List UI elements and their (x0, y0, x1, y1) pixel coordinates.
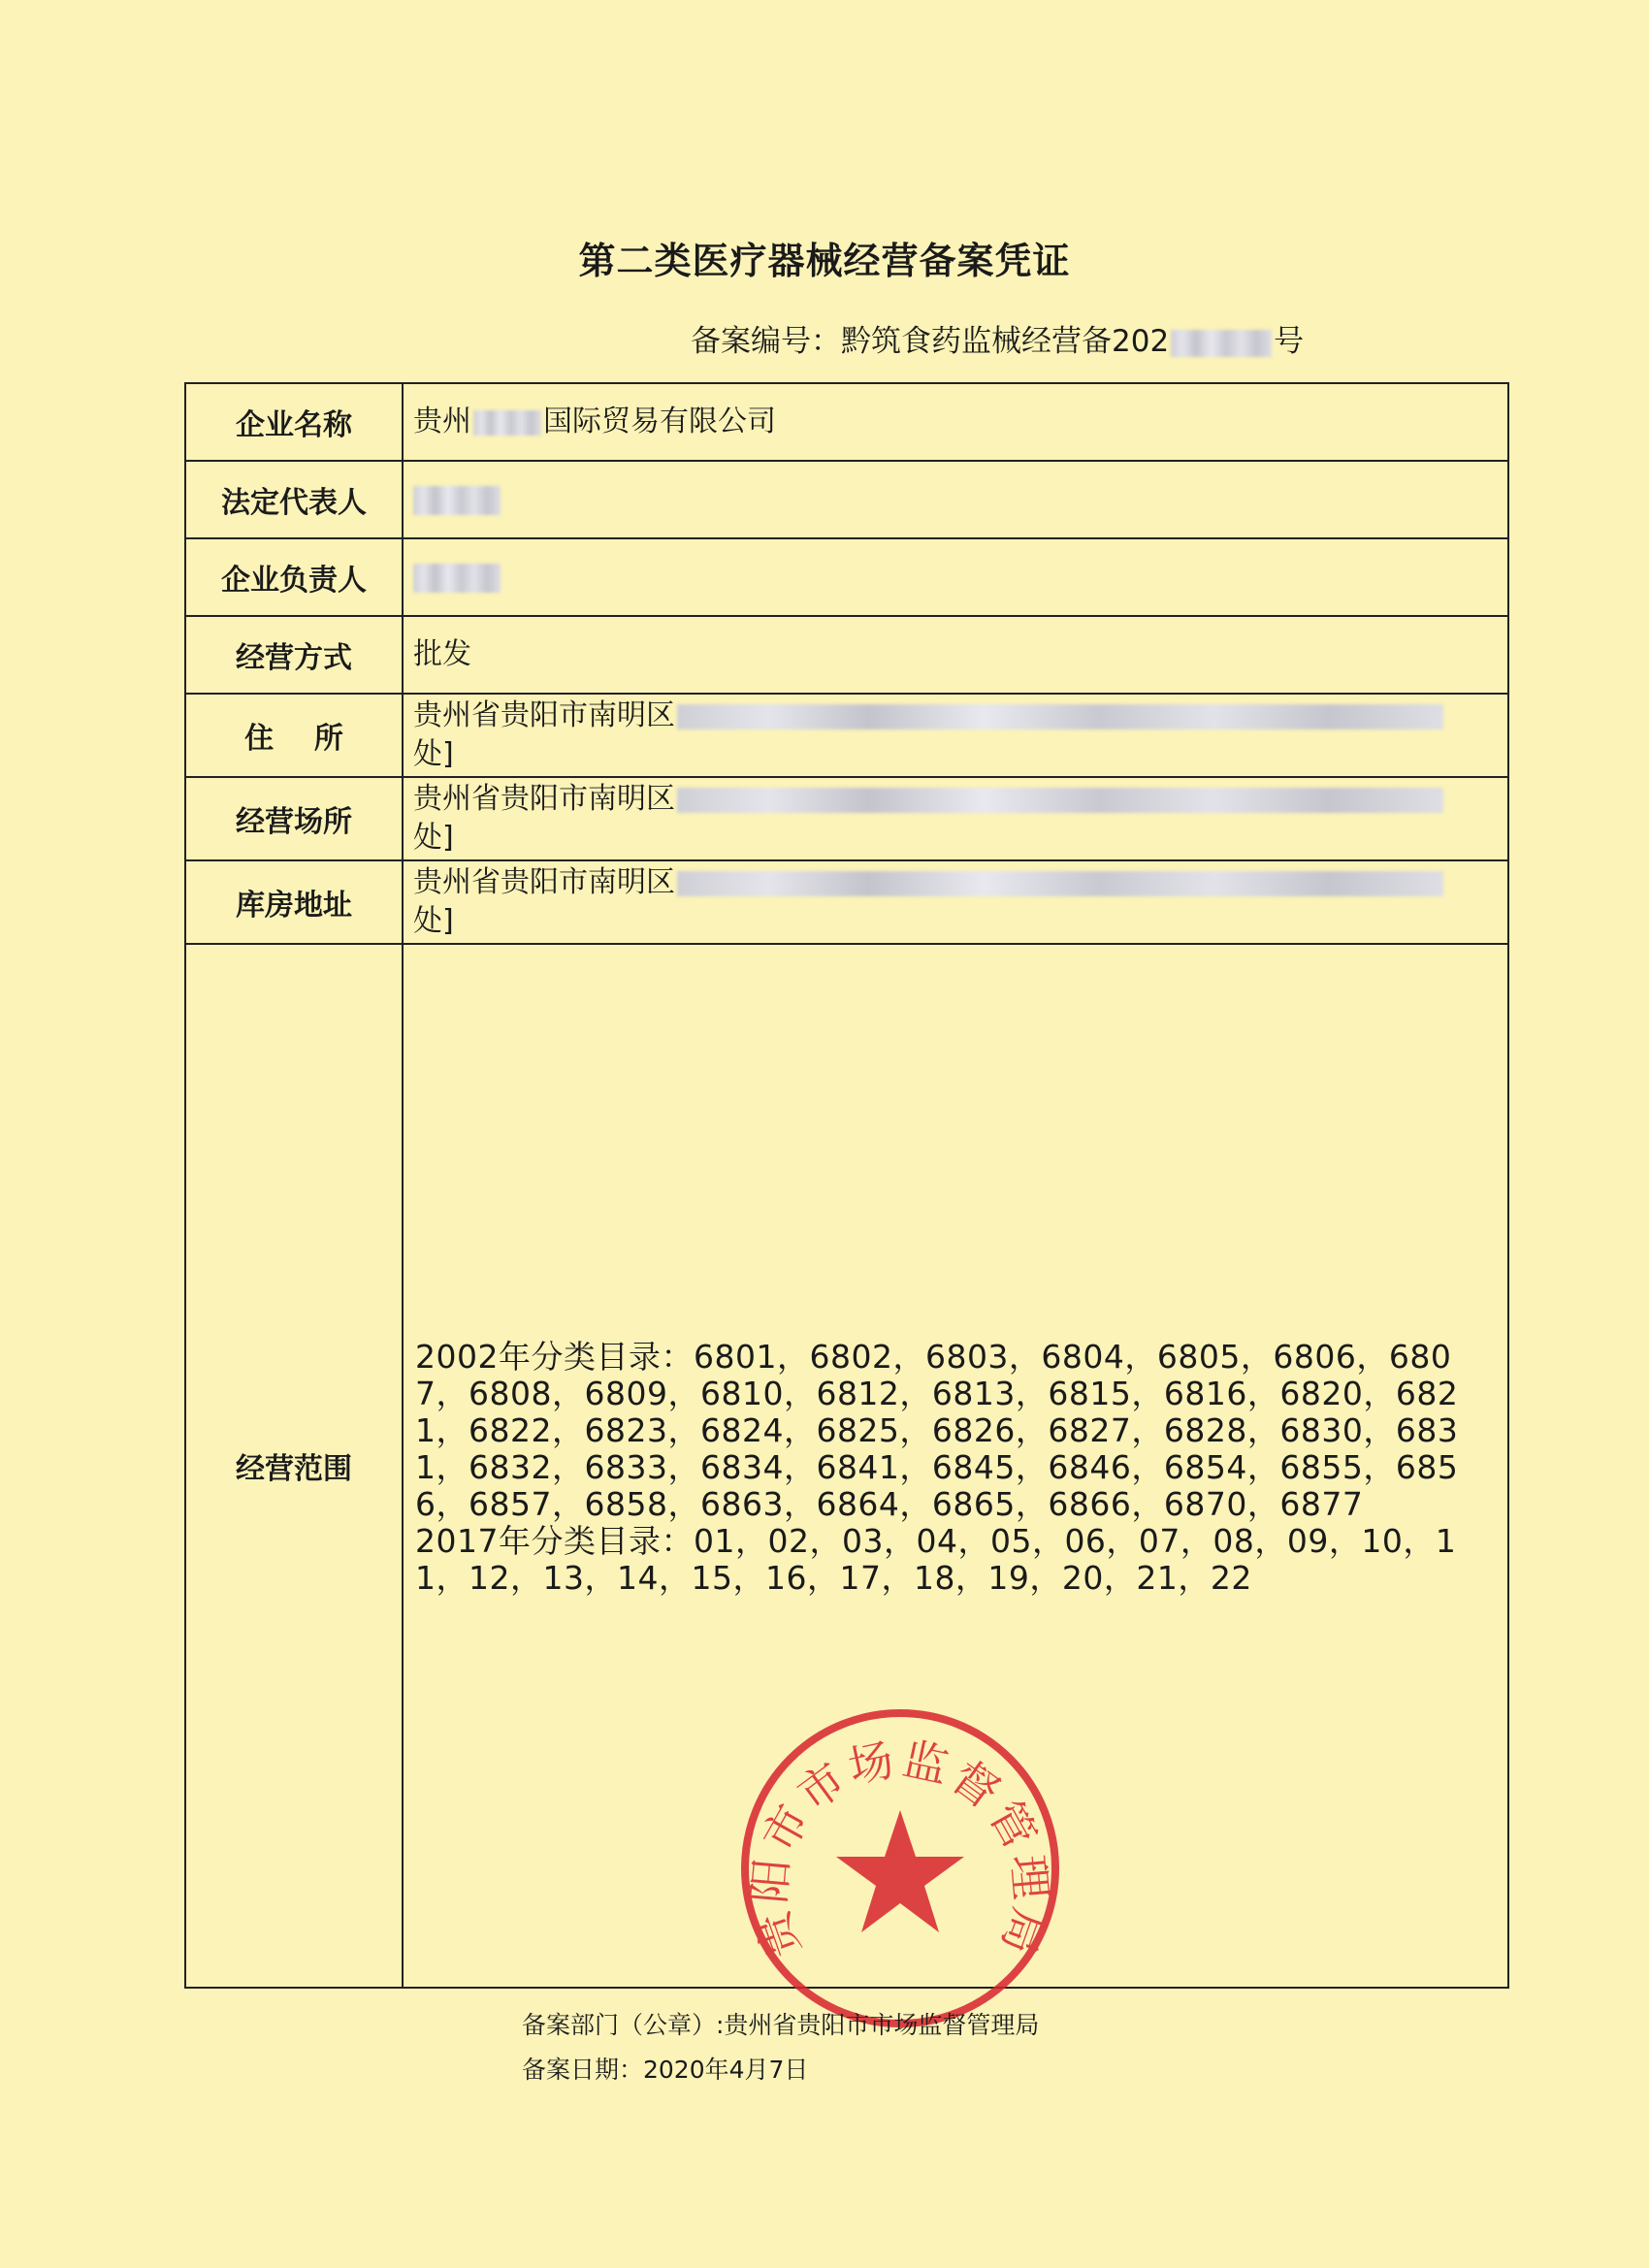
table-row (185, 860, 1508, 944)
catalog-2002: 2002年分类目录：6801，6802，6803，6804，6805，6806，6807，6808，6809，6810，6812，6813，6815，6816，6820，6821，6822，6823，6824，6825，6826，6827，6828，6830，6831，6832，6833，6834，6841，6845，6846，6854，6855，6856，6857，6858，6863，6864，6865，6866，6870，6877 (415, 1338, 1459, 1523)
residence-value: 贵州省贵阳市南明区 处] (403, 694, 1508, 777)
field-label: 库房地址 (185, 860, 403, 944)
star-icon (836, 1810, 964, 1932)
field-label: 企业负责人 (185, 538, 403, 616)
official-seal (735, 1703, 1065, 2033)
catalog-2017: 2017年分类目录：01，02，03，04，05，06，07，08，09，10，11，12，13，14，15，16，17，18，19，20，21，22 (415, 1522, 1457, 1597)
redacted-block (677, 788, 1443, 813)
record-number-prefix: 备案编号：黔筑食药监械经营备202 (691, 324, 1170, 359)
business-mode-value: 批发 (403, 616, 1508, 694)
warehouse-address-value: 贵州省贵阳市南明区 处] (403, 860, 1508, 944)
company-name-value: 贵州 国际贸易有限公司 (403, 383, 1508, 461)
table-row (185, 538, 1508, 616)
filing-date: 备案日期：2020年4月7日 (522, 2056, 809, 2084)
record-number-suffix: 号 (1274, 324, 1305, 359)
table-row (185, 616, 1508, 694)
filing-department: 备案部门（公章）:贵州省贵阳市市场监督管理局 (522, 2011, 1040, 2039)
table-row (185, 383, 1508, 461)
field-label: 经营方式 (185, 616, 403, 694)
field-label: 经营场所 (185, 777, 403, 860)
certificate-title: 第二类医疗器械经营备案凭证 (578, 240, 1071, 282)
person-in-charge-value (403, 538, 1508, 616)
field-label: 住 所 (185, 694, 403, 777)
redacted-block (413, 486, 501, 515)
redacted-block (473, 410, 541, 436)
table-row (185, 461, 1508, 538)
redacted-block (413, 564, 501, 593)
redacted-block (677, 704, 1443, 729)
table-row (185, 694, 1508, 777)
business-premises-value: 贵州省贵阳市南明区 处] (403, 777, 1508, 860)
field-label: 企业名称 (185, 383, 403, 461)
seal-text: 贵阳市市场监督管理局 (742, 1732, 1058, 1965)
field-label: 经营范围 (185, 944, 403, 1988)
field-label: 法定代表人 (185, 461, 403, 538)
legal-rep-value (403, 461, 1508, 538)
record-number (691, 316, 1304, 360)
table-row (185, 777, 1508, 860)
redacted-block (1171, 330, 1272, 357)
redacted-block (677, 871, 1443, 896)
